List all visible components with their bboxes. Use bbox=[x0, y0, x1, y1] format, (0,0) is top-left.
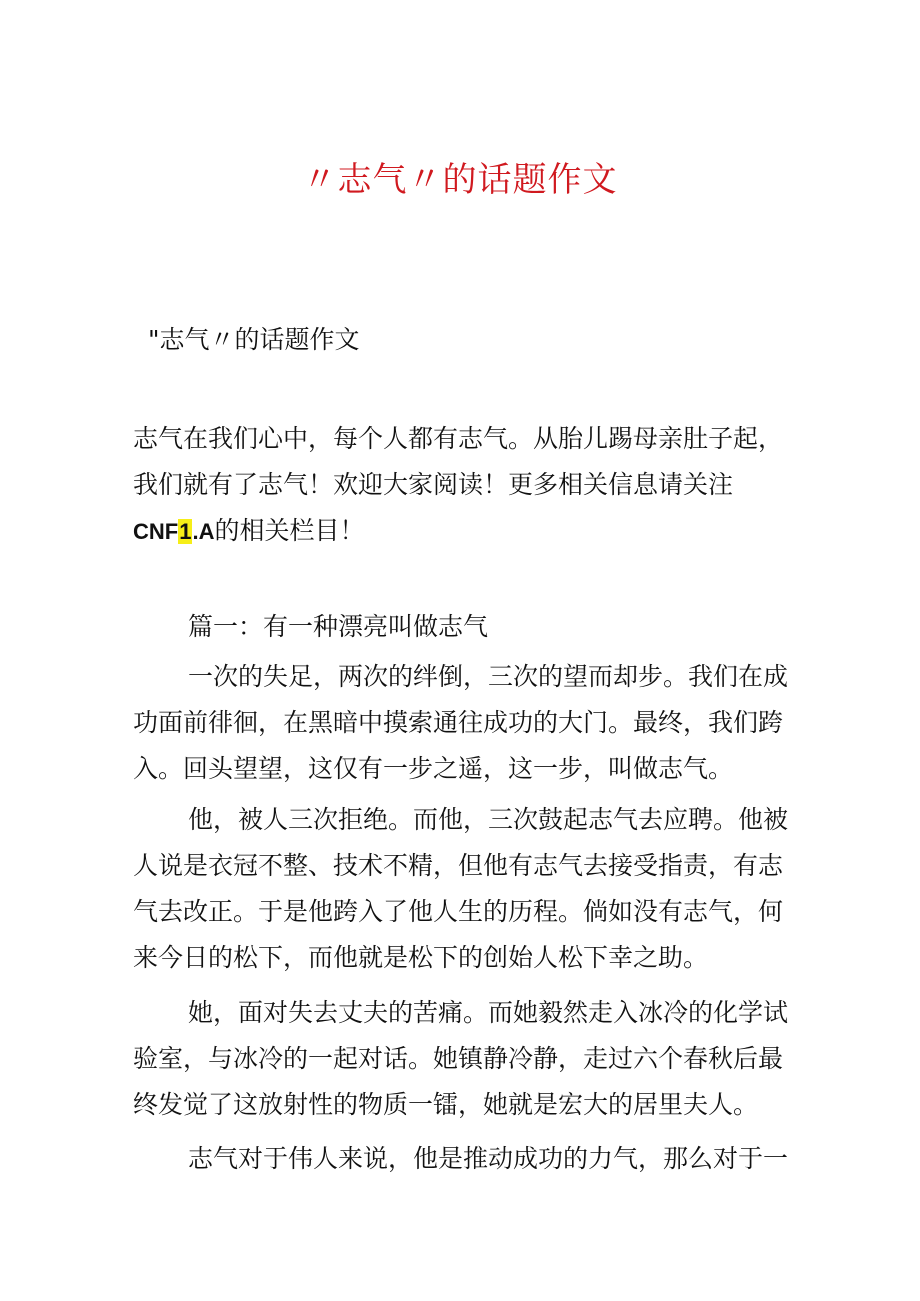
site-brand bbox=[133, 519, 214, 544]
brand-suffix: .A bbox=[192, 519, 215, 544]
body-paragraph: 他，被人三次拒绝。而他，三次鼓起志气去应聘。他被人说是衣冠不整、技术不精，但他有志气去接受指责，有志气去改正。于是他跨入了他人生的历程。倘如没有志气，何来今日的松下，而他就是松下的创始人松下幸之助。 bbox=[133, 805, 789, 972]
intro-paragraph bbox=[133, 416, 795, 555]
body-paragraph: 一次的失足，两次的绊倒，三次的望而却步。我们在成功面前徘徊，在黑暗中摸索通往成功的大门。最终，我们跨入。回头望望，这仅有一步之遥，这一步，叫做志气。 bbox=[133, 662, 789, 783]
sub-title: "志气〃的话题作文 bbox=[148, 325, 360, 354]
body-paragraph: 志气对于伟人来说，他是推动成功的力气，那么对于一 bbox=[188, 1144, 789, 1173]
intro-text: 志气在我们心中，每个人都有志气。从胎儿踢母亲肚子起，我们就有了志气！欢迎大家阅读！更多相关信息请关注 bbox=[133, 424, 784, 499]
intro-text-end: 的相关栏目！ bbox=[214, 516, 365, 545]
section-heading: 篇一：有一种漂亮叫做志气 bbox=[188, 612, 489, 641]
main-title: 〃志气〃的话题作文 bbox=[302, 160, 618, 200]
body-paragraph: 她，面对失去丈夫的苦痛。而她毅然走入冰冷的化学试验室，与冰冷的一起对话。她镇静冷静，走过六个春秋后最终发觉了这放射性的物质一镭，她就是宏大的居里夫人。 bbox=[133, 998, 789, 1119]
brand-prefix: CNF bbox=[133, 519, 179, 544]
brand-highlight: 1 bbox=[179, 519, 192, 544]
